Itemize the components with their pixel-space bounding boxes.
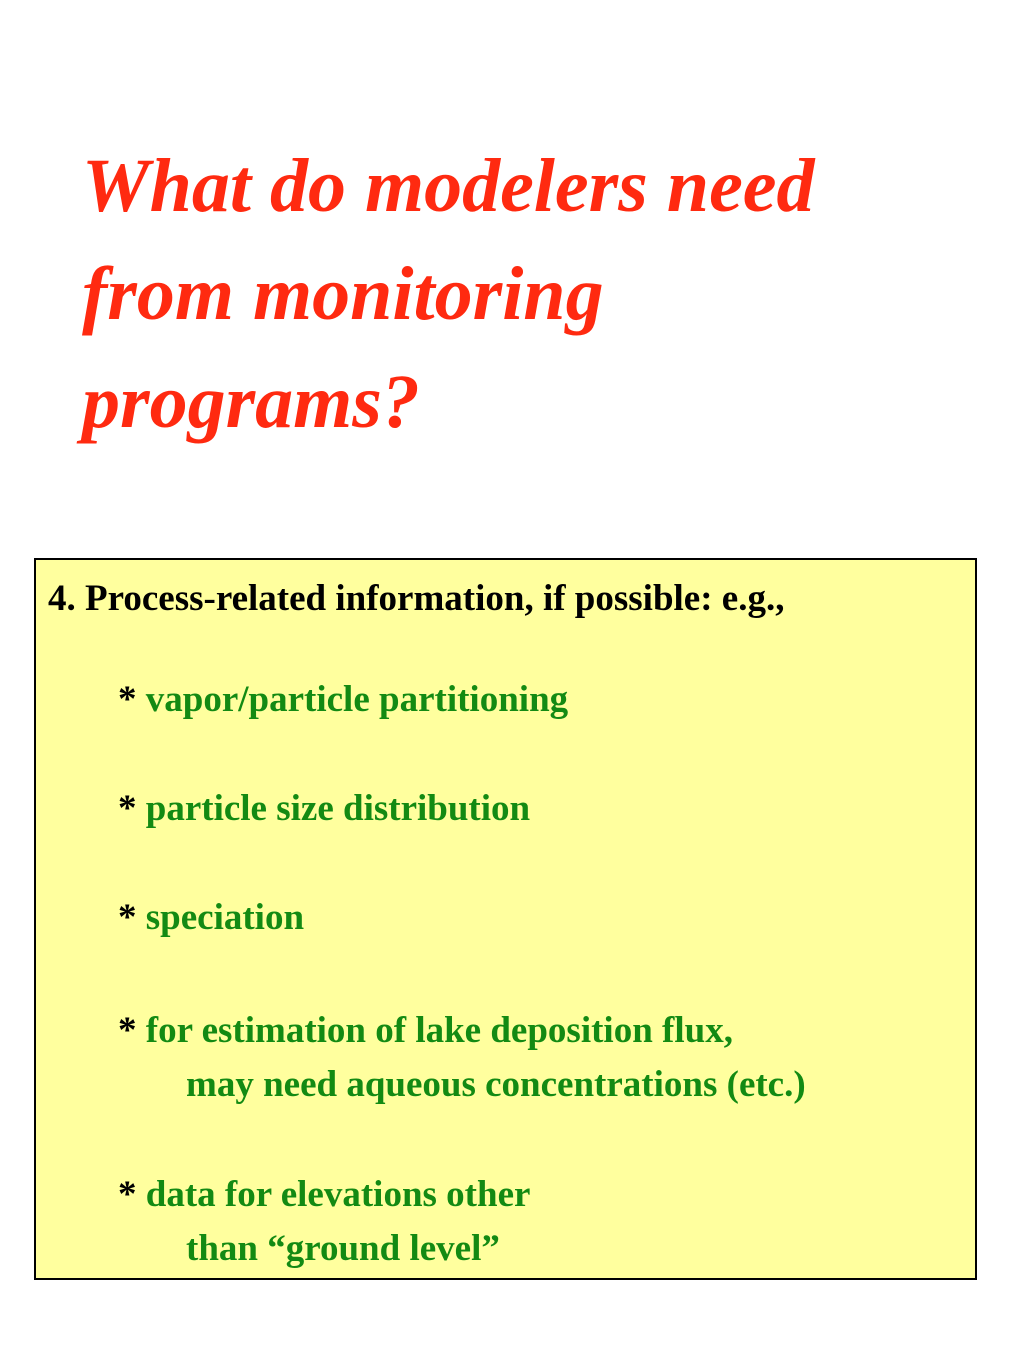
bullet-continuation: may need aqueous concentrations (etc.) — [186, 1064, 806, 1105]
box-heading: 4. Process-related information, if possible: e.g., — [48, 578, 785, 619]
bullet-text: particle size distribution — [145, 788, 531, 829]
bullet-marker: * — [118, 1174, 146, 1215]
bullet-item-particle-size — [118, 782, 530, 836]
slide-title — [82, 132, 962, 456]
bullet-item-elevations — [118, 1168, 530, 1276]
title-line-3: programs? — [82, 360, 420, 444]
title-line-2: from monitoring — [82, 252, 604, 336]
bullet-marker: * — [118, 1010, 146, 1051]
bullet-item-speciation — [118, 891, 304, 945]
bullet-item-lake-deposition — [118, 1004, 806, 1112]
bullet-marker: * — [118, 788, 146, 829]
info-box — [34, 558, 977, 1280]
bullet-continuation: than “ground level” — [186, 1228, 500, 1269]
bullet-marker: * — [118, 679, 146, 720]
title-line-1: What do modelers need — [82, 144, 815, 228]
bullet-text: data for elevations other — [145, 1174, 531, 1215]
bullet-text: speciation — [145, 897, 305, 938]
bullet-item-vapor-partitioning — [118, 673, 568, 727]
bullet-text: for estimation of lake deposition flux, — [145, 1010, 733, 1051]
bullet-text: vapor/particle partitioning — [145, 679, 569, 720]
bullet-marker: * — [118, 897, 146, 938]
